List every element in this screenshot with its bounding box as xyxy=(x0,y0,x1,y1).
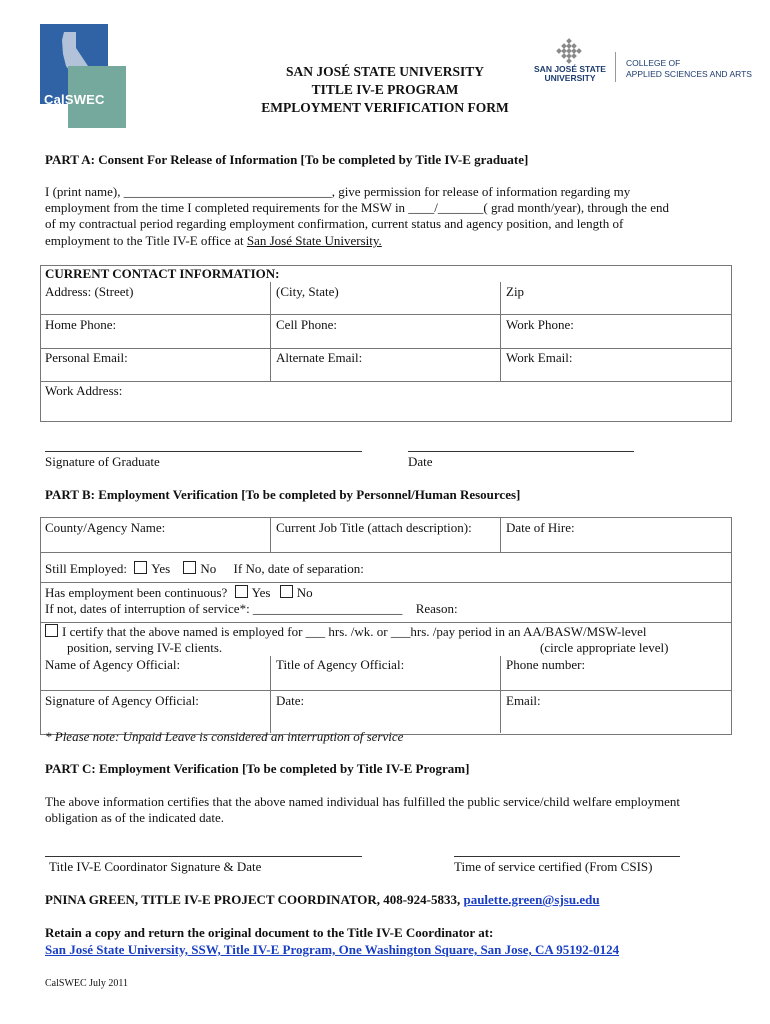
coordinator-signature-label: Title IV-E Coordinator Signature & Date xyxy=(49,859,262,874)
separation-date-field[interactable]: If No, date of separation: xyxy=(233,561,364,576)
agency-official-name-field[interactable]: Name of Agency Official: xyxy=(45,657,181,672)
certify-row: I certify that the above named is employed for ___ hrs. /wk. or ___hrs. /pay period in an AA/BASW/MSW-level xyxy=(45,624,647,640)
continuous-row: Has employment been continuous? Yes No xyxy=(45,585,313,600)
date-of-hire-field[interactable]: Date of Hire: xyxy=(506,520,575,535)
retain-instructions: Retain a copy and return the original document to the Title IV-E Coordinator at: xyxy=(45,925,494,940)
reason-field[interactable]: Reason: xyxy=(415,601,458,616)
coordinator-contact: PNINA GREEN, TITLE IV-E PROJECT COORDINATOR, 408-924-5833, paulette.green@sjsu.edu xyxy=(45,892,600,907)
college-logo-text: COLLEGE OF APPLIED SCIENCES AND ARTS xyxy=(626,58,752,79)
sjsu-logo-text: SAN JOSÉ STATE UNIVERSITY xyxy=(534,64,606,83)
sjsu-link[interactable]: San José State University. xyxy=(246,233,382,248)
cell-phone-field[interactable]: Cell Phone: xyxy=(276,317,338,332)
part-c-heading: PART C: Employment Verification [To be completed by Title IV-E Program] xyxy=(45,761,470,776)
coordinator-signature-line[interactable] xyxy=(45,856,362,857)
still-employed-row: Still Employed: Yes No If No, date of separation: xyxy=(45,561,364,576)
agency-official-title-field[interactable]: Title of Agency Official: xyxy=(276,657,405,672)
signature-of-graduate-label: Signature of Graduate xyxy=(45,454,160,469)
still-employed-yes-checkbox[interactable] xyxy=(134,561,147,574)
agency-official-signature-field[interactable]: Signature of Agency Official: xyxy=(45,693,199,708)
job-title-field[interactable]: Current Job Title (attach description): xyxy=(276,520,472,535)
circle-level-label: (circle appropriate level) xyxy=(540,640,669,655)
work-email-field[interactable]: Work Email: xyxy=(506,350,573,365)
contact-heading: CURRENT CONTACT INFORMATION: xyxy=(45,266,280,281)
coordinator-email-link[interactable]: paulette.green@sjsu.edu xyxy=(463,892,600,907)
certify-checkbox[interactable] xyxy=(45,624,58,637)
return-address-link[interactable]: San José State University, SSW, Title IV-E Program, One Washington Square, San Jose, CA 95192-0124 xyxy=(45,942,620,957)
home-phone-field[interactable]: Home Phone: xyxy=(45,317,117,332)
part-a-paragraph-line3: of my contractual period regarding employment confirmation, current status and agency position, and length of xyxy=(45,216,624,231)
header-line2: TITLE IV-E PROGRAM xyxy=(311,82,459,97)
graduate-date-line[interactable] xyxy=(408,451,634,452)
part-a-paragraph-line4: employment to the Title IV-E office at San José State University. xyxy=(45,233,382,248)
unpaid-leave-note: * Please note: Unpaid Leave is considered an interruption of service xyxy=(45,729,404,744)
part-a-paragraph-line2: employment from the time I completed requirements for the MSW in ____/_______( grad month/year), through the end xyxy=(45,200,669,215)
zip-field[interactable]: Zip xyxy=(506,284,525,299)
part-c-paragraph-line1: The above information certifies that the above named individual has fulfilled the public service/child welfare employment xyxy=(45,794,680,809)
time-certified-label: Time of service certified (From CSIS) xyxy=(454,859,653,874)
personal-email-field[interactable]: Personal Email: xyxy=(45,350,128,365)
time-certified-line[interactable] xyxy=(454,856,680,857)
county-agency-field[interactable]: County/Agency Name: xyxy=(45,520,166,535)
continuous-yes-checkbox[interactable] xyxy=(235,585,248,598)
calswec-logo-text: CalSWEC xyxy=(44,92,105,107)
interruption-dates-field[interactable]: If not, dates of interruption of service*: _______________________ xyxy=(45,601,403,616)
still-employed-no-checkbox[interactable] xyxy=(183,561,196,574)
continuous-no-checkbox[interactable] xyxy=(280,585,293,598)
interruption-row xyxy=(45,601,458,617)
sjsu-tower-icon xyxy=(556,38,582,64)
form-title: EMPLOYMENT VERIFICATION FORM xyxy=(261,100,509,115)
phone-number-field[interactable]: Phone number: xyxy=(506,657,586,672)
graduate-date-label: Date xyxy=(408,454,433,469)
official-date-field[interactable]: Date: xyxy=(276,693,305,708)
logo-divider xyxy=(615,52,616,82)
work-address-field[interactable]: Work Address: xyxy=(45,383,123,398)
part-a-heading: PART A: Consent For Release of Information [To be completed by Title IV-E graduate] xyxy=(45,152,529,167)
alternate-email-field[interactable]: Alternate Email: xyxy=(276,350,363,365)
form-version: CalSWEC July 2011 xyxy=(45,978,128,989)
work-phone-field[interactable]: Work Phone: xyxy=(506,317,574,332)
address-street-field[interactable]: Address: (Street) xyxy=(45,284,134,299)
graduate-signature-line[interactable] xyxy=(45,451,362,452)
part-c-paragraph-line2: obligation as of the indicated date. xyxy=(45,810,225,825)
contact-info-box xyxy=(40,265,732,422)
city-state-field[interactable]: (City, State) xyxy=(276,284,339,299)
certify-line2: position, serving IV-E clients. xyxy=(67,640,223,655)
part-b-heading: PART B: Employment Verification [To be completed by Personnel/Human Resources] xyxy=(45,487,521,502)
part-a-paragraph-line1: I (print name), ________________________________, give permission for release of information regarding my xyxy=(45,184,631,199)
header-line1: SAN JOSÉ STATE UNIVERSITY xyxy=(286,64,484,79)
official-email-field[interactable]: Email: xyxy=(506,693,541,708)
